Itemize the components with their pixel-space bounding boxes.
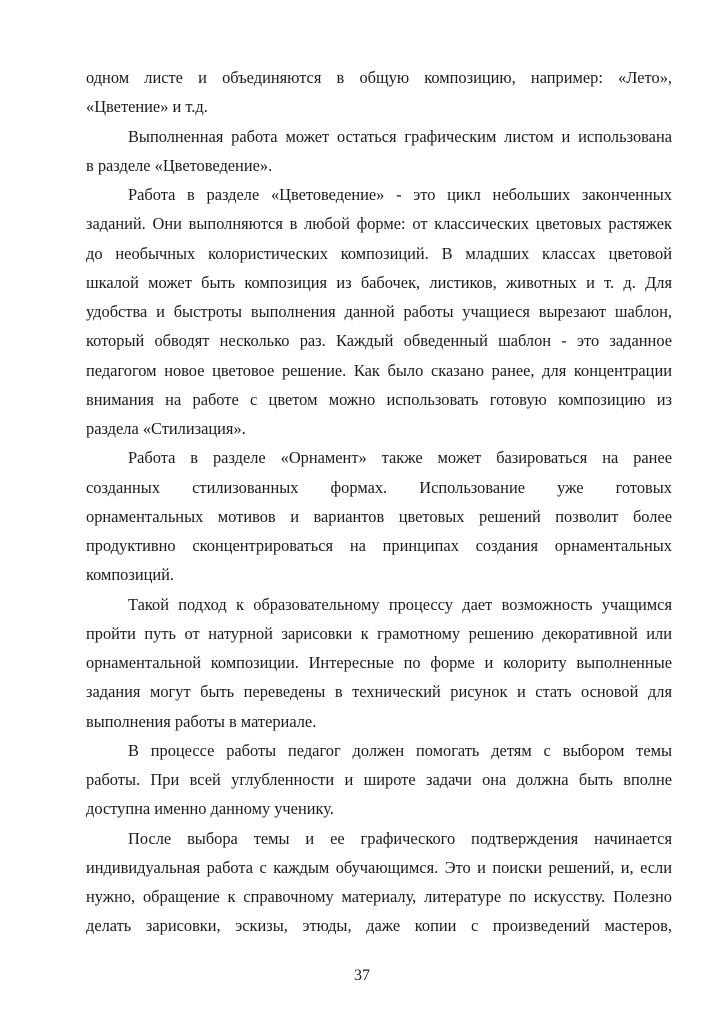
text-line: удобства и быстроты выполнения данной работы учащиеся вырезают шаблон, bbox=[86, 302, 672, 321]
text-line: в разделе «Цветоведение». bbox=[86, 155, 273, 175]
text-line: шкалой может быть композиция из бабочек, листиков, животных и т. д. Для bbox=[86, 272, 672, 292]
text-line: нужно, обращение к справочному материалу, литературе по искусству. Полезно bbox=[86, 887, 672, 906]
text-line: до необычных колористических композиций. В младших классах цветовой bbox=[86, 243, 672, 263]
text-line: индивидуальная работа с каждым обучающимся. Это и поиски решений, и, если bbox=[86, 857, 672, 877]
text-line: Такой подход к образовательному процессу дает возможность учащимся bbox=[128, 594, 672, 614]
text-line: педагогом новое цветовое решение. Как было сказано ранее, для концентрации bbox=[86, 360, 672, 380]
text-line: орнаментальных мотивов и вариантов цветовых решений позволит более bbox=[86, 506, 672, 526]
text-line: После выбора темы и ее графического подтверждения начинается bbox=[128, 828, 672, 848]
text-line: доступна именно данному ученику. bbox=[86, 799, 334, 819]
text-line: Работа в разделе «Орнамент» также может базироваться на ранее bbox=[128, 448, 672, 468]
text-line: делать зарисовки, эскизы, этюды, даже копии с произведений мастеров, bbox=[86, 916, 672, 936]
text-line: композиций. bbox=[86, 565, 175, 585]
text-line: задания могут быть переведены в технический рисунок и стать основой для bbox=[86, 682, 672, 702]
text-line: созданных стилизованных формах. Использование уже готовых bbox=[86, 477, 672, 497]
text-line: работы. При всей углубленности и широте задачи она должна быть вполне bbox=[86, 770, 672, 789]
text-line: Работа в разделе «Цветоведение» - это цикл небольших законченных bbox=[128, 185, 672, 204]
text-line: внимания на работе с цветом можно использовать готовую композицию из bbox=[86, 389, 672, 409]
page-number: 37 bbox=[354, 967, 370, 984]
text-line: продуктивно сконцентрироваться на принципах создания орнаментальных bbox=[86, 536, 672, 555]
text-line: который обводят несколько раз. Каждый обведенный шаблон - это заданное bbox=[86, 331, 672, 351]
text-line: Выполненная работа может остаться графическим листом и использована bbox=[128, 126, 672, 146]
text-line: «Цветение» и т.д. bbox=[86, 97, 208, 117]
text-line: заданий. Они выполняются в любой форме: от классических цветовых растяжек bbox=[86, 214, 672, 234]
text-line: пройти путь от натурной зарисовки к грамотному решению декоративной или bbox=[86, 623, 672, 643]
text-line: одном листе и объединяются в общую композицию, например: «Лето», bbox=[86, 68, 672, 87]
text-line: орнаментальной композиции. Интересные по форме и колориту выполненные bbox=[86, 653, 672, 672]
text-line: выполнения работы в материале. bbox=[86, 711, 317, 731]
text-line: раздела «Стилизация». bbox=[86, 419, 246, 438]
text-line: В процессе работы педагог должен помогать детям с выбором темы bbox=[128, 740, 672, 760]
